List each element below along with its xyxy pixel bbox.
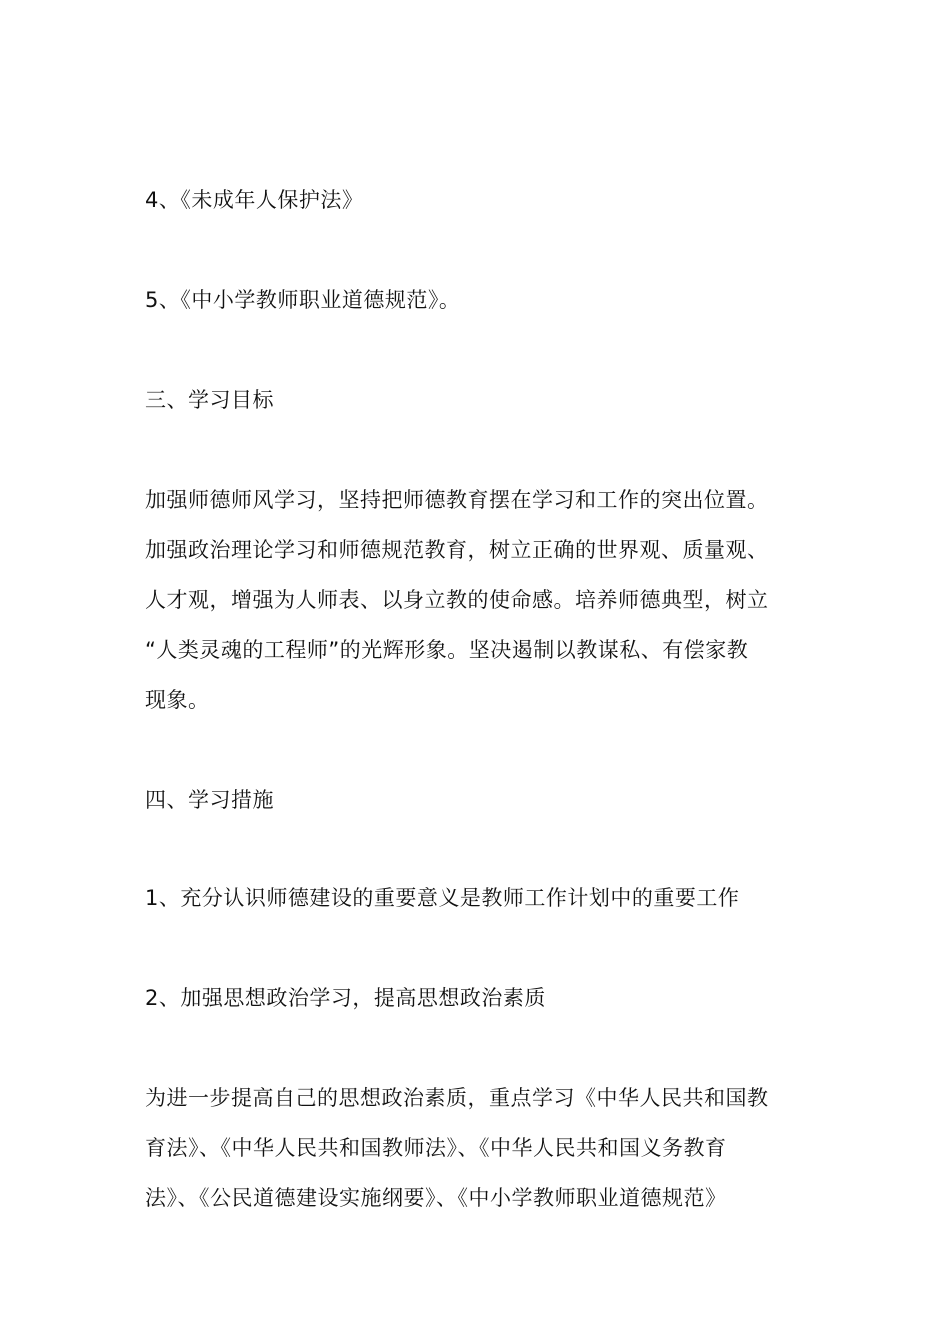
paragraph-line: 加强政治理论学习和师德规范教育，树立正确的世界观、质量观、 — [145, 538, 769, 562]
goals-paragraph — [145, 485, 815, 735]
list-item-law-5: 5、《中小学教师职业道德规范》。 — [145, 288, 461, 312]
paragraph-line: 为进一步提高自己的思想政治素质，重点学习《中华人民共和国教 — [145, 1086, 769, 1110]
paragraph-line: 人才观，增强为人师表、以身立教的使命感。培养师德典型，树立 — [145, 588, 769, 612]
list-item-law-4: 4、《未成年人保护法》 — [145, 188, 364, 212]
measure-item-1: 1、充分认识师德建设的重要意义是教师工作计划中的重要工作 — [145, 886, 740, 910]
paragraph-line: 加强师德师风学习，坚持把师德教育摆在学习和工作的突出位置。 — [145, 488, 769, 512]
measure-item-2: 2、加强思想政治学习，提高思想政治素质 — [145, 986, 546, 1010]
study-paragraph — [145, 1083, 815, 1233]
paragraph-line: 现象。 — [145, 688, 210, 712]
section-heading-goals: 三、学习目标 — [145, 388, 274, 412]
section-heading-measures: 四、学习措施 — [145, 788, 274, 812]
paragraph-line: “人类灵魂的工程师”的光辉形象。坚决遏制以教谋私、有偿家教 — [145, 638, 749, 662]
paragraph-line: 育法》、《中华人民共和国教师法》、《中华人民共和国义务教育 — [145, 1136, 727, 1160]
paragraph-line: 法》、《公民道德建设实施纲要》、《中小学教师职业道德规范》 — [145, 1186, 727, 1210]
